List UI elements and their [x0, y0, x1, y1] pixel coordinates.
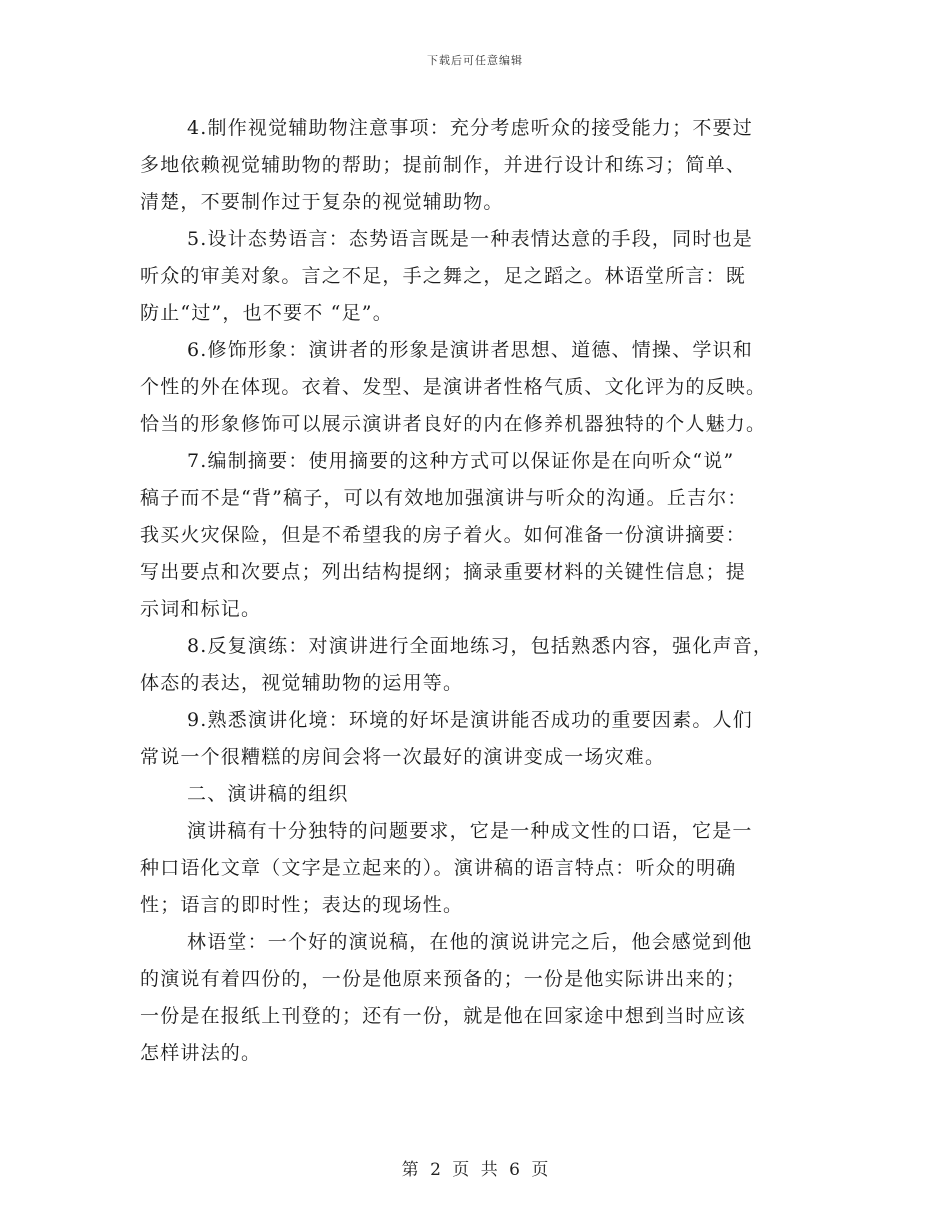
- text-line: 稿子而不是“背”稿子，可以有效地加强演讲与听众的沟通。丘吉尔：: [140, 487, 748, 509]
- text-line: 4.制作视觉辅助物注意事项：充分考虑听众的接受能力；不要过: [187, 117, 753, 139]
- text-line: 常说一个很糟糕的房间会将一次最好的演讲变成一场灾难。: [140, 746, 666, 768]
- text-line: 我买火灾保险，但是不希望我的房子着火。如何准备一份演讲摘要：: [140, 524, 747, 546]
- text-line: 种口语化文章（文字是立起来的）。演讲稿的语言特点：听众的明确: [140, 857, 737, 879]
- text-line: 演讲稿有十分独特的问题要求，它是一种成文性的口语，它是一: [187, 820, 753, 842]
- text-line: 写出要点和次要点；列出结构提纲；摘录重要材料的关键性信息；提: [140, 561, 747, 583]
- text-line: 一份是在报纸上刊登的；还有一份，就是他在回家途中想到当时应该: [140, 1005, 747, 1027]
- text-line: 性；语言的即时性；表达的现场性。: [140, 894, 464, 916]
- text-line: 防止“过”，也不要不 “足”。: [140, 302, 393, 324]
- text-line: 个性的外在体现。衣着、发型、是演讲者性格气质、文化评为的反映。: [140, 376, 767, 398]
- text-line: 的演说有着四份的，一份是他原来预备的；一份是他实际讲出来的；: [140, 968, 747, 990]
- document-body: [140, 110, 812, 1072]
- paragraph-speech-language: [140, 813, 812, 924]
- page-header: 下载后可任意编辑: [427, 54, 523, 67]
- text-line: 清楚，不要制作过于复杂的视觉辅助物。: [140, 191, 504, 213]
- paragraph-item-4: [140, 110, 812, 221]
- text-line: 5.设计态势语言：态势语言既是一种表情达意的手段，同时也是: [187, 228, 753, 250]
- text-line: 听众的审美对象。言之不足，手之舞之，足之蹈之。林语堂所言：既: [140, 265, 747, 287]
- text-line: 9.熟悉演讲化境：环境的好坏是演讲能否成功的重要因素。人们: [187, 709, 753, 731]
- paragraph-item-9: [140, 702, 812, 776]
- paragraph-lin-yutang-quote: [140, 924, 812, 1072]
- text-line: 多地依赖视觉辅助物的帮助；提前制作，并进行设计和练习；简单、: [140, 154, 747, 176]
- page-footer: 第 2 页 共 6 页: [401, 1160, 549, 1180]
- text-line: 恰当的形象修饰可以展示演讲者良好的内在修养机器独特的个人魅力。: [140, 413, 767, 435]
- text-line: 二、演讲稿的组织: [187, 783, 349, 805]
- text-line: 6.修饰形象：演讲者的形象是演讲者思想、道德、情操、学识和: [187, 339, 753, 361]
- text-line: 体态的表达，视觉辅助物的运用等。: [140, 672, 464, 694]
- text-line: 示词和标记。: [140, 598, 262, 620]
- text-line: 7.编制摘要：使用摘要的这种方式可以保证你是在向听众“说”: [187, 450, 735, 472]
- paragraph-item-5: [140, 221, 812, 332]
- paragraph-item-7: [140, 443, 812, 628]
- text-line: 8.反复演练：对演讲进行全面地练习，包括熟悉内容，强化声音，: [187, 635, 774, 657]
- paragraph-item-6: [140, 332, 812, 443]
- paragraph-item-8: [140, 628, 812, 702]
- text-line: 林语堂：一个好的演说稿，在他的演说讲完之后，他会感觉到他: [187, 931, 753, 953]
- text-line: 怎样讲法的。: [140, 1042, 262, 1064]
- paragraph-section-2-heading: [140, 776, 812, 813]
